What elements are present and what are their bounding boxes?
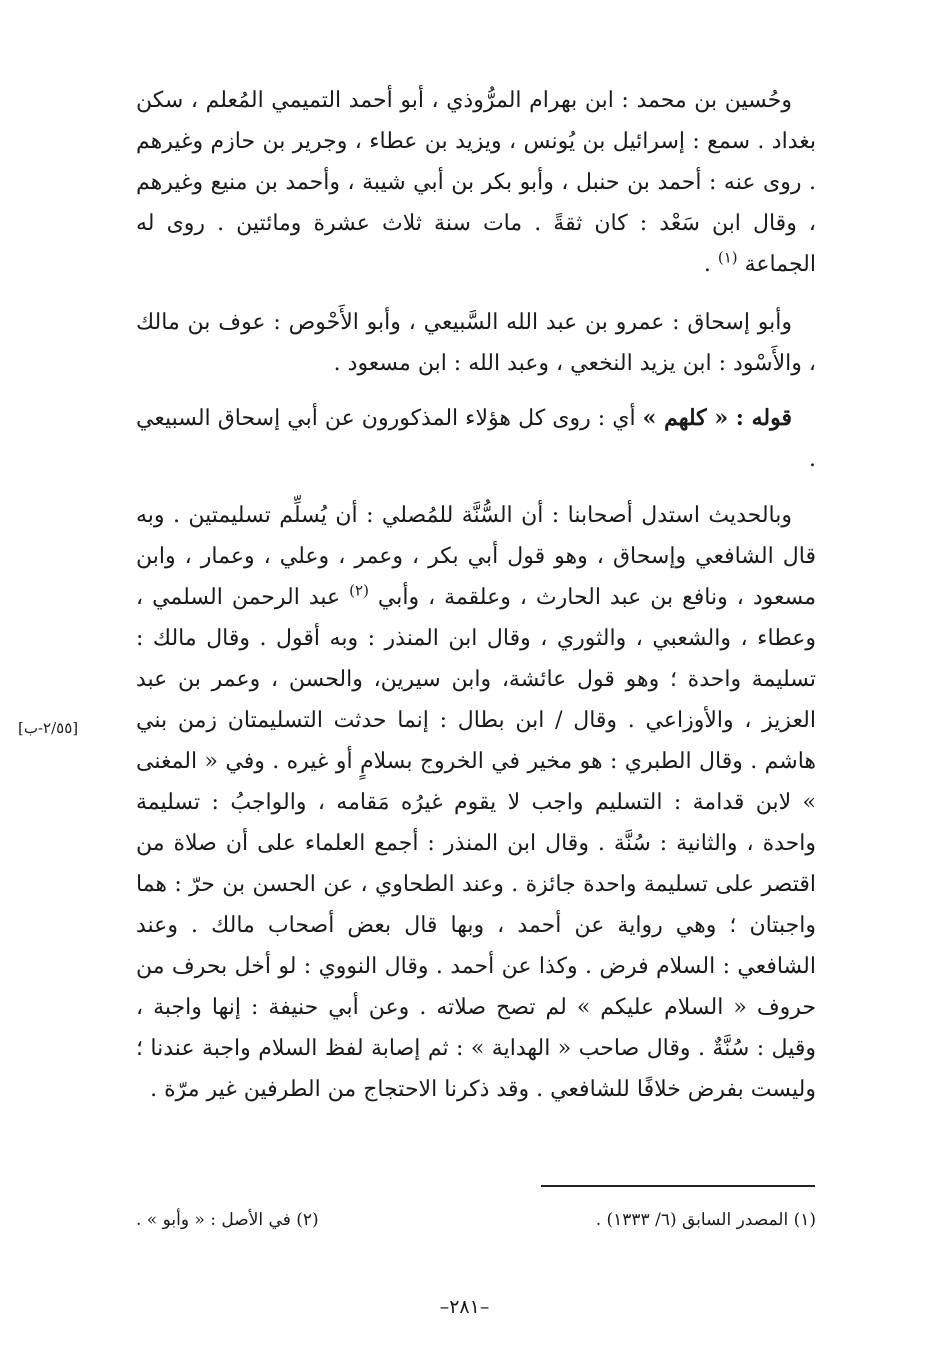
paragraph-qawluhu-kulluhum [136, 398, 816, 480]
footnote-1: (١) المصدر السابق (٦/ ١٣٣٣) . [595, 1210, 816, 1230]
paragraph-lead: قوله : « كلهم » [642, 405, 792, 431]
paragraph-abu-ishaq [136, 302, 816, 384]
footnote-2: (٢) في الأصل : « وأبو » . [136, 1210, 319, 1230]
paragraph-end: . [703, 252, 718, 277]
footnotes [136, 1207, 816, 1233]
paragraph-text: وحُسين بن محمد : ابن بهرام المرُّوذي ، أبو أحمد التميمي المُعلم ، سكن بغداد . سمع : إسرائيل بن يُونس ، ويزيد بن عطاء ، وجرير بن حازم وغيرهم . روى عنه : أحمد بن حنبل ، وأبو بكر بن أبي شيبة ، وأحمد بن منيع وغيرهم ، وقال ابن سَعْد : كان ثقةً . مات سنة ثلاث عشرة ومائتين . روى له الجماعة [136, 88, 816, 277]
page-number: –٢٨١– [439, 1296, 490, 1318]
footnote-separator [541, 1185, 815, 1187]
paragraph-text-part2: عبد الرحمن السلمي ، وعطاء ، والشعبي ، والثوري ، وقال ابن المنذر : وبه أقول . وقال مالك : تسليمة واحدة ؛ وهو قول عائشة، وابن سيرين، والحسن ، وعمر بن عبد العزيز ، والأوزاعي . وقال / ابن بطال : إنما حدثت التسليمتان زمن بني هاشم . وقال الطبري : هو مخير في الخروج بسلامٍ أو غيره . وفي « المغنى » لابن قدامة : التسليم واجب لا يقوم غيرُه مَقامه ، والواجبُ : تسليمة واحدة ، والثانية : سُنَّة . وقال ابن المنذر : أجمع العلماء على أن صلاة من اقتصر على تسليمة واحدة جائزة . وعند الطحاوي ، عن الحسن بن حرّ : هما واجبتان ؛ وهي رواية عن أحمد ، وبها قال بعض أصحاب مالك . وعند الشافعي : السلام فرض . وكذا عن أحمد . وقال النووي : لو أخل بحرف من حروف « السلام عليكم » لم تصح صلاته . وعن أبي حنيفة : إنها واجبة ، وقيل : سُنَّةٌ . وقال صاحب « الهداية » : ثم إصابة لفظ السلام واجبة عندنا ؛ وليست بفرض خلافًا للشافعي . وقد ذكرنا الاحتجاج من الطرفين غير مرّة . [136, 585, 816, 1102]
paragraph-text: وأبو إسحاق : عمرو بن عبد الله السَّبيعي ، وأبو الأَحْوص : عوف بن مالك ، والأَسْود : ابن يزيد النخعي ، وعبد الله : ابن مسعود . [136, 310, 816, 376]
paragraph-husain-ibn-muhammad [136, 80, 816, 285]
footnote-ref-1: (١) [717, 248, 738, 267]
paragraph-text: أي : روى كل هؤلاء المذكورون عن أبي إسحاق السبيعي . [136, 406, 816, 472]
paragraph-text-part1: وبالحديث استدل أصحابنا : أن السُّنَّة للمُصلي : أن يُسلِّم تسليمتين . وبه قال الشافعي وإسحاق ، وهو قول أبي بكر ، وعمر ، وعلي ، وعمار ، وابن مسعود ، ونافع بن عبد الحارث ، وعلقمة ، وأبي [136, 503, 816, 610]
book-page [0, 70, 929, 1365]
footnote-ref-2: (٢) [349, 581, 369, 600]
manuscript-folio-marker: [٢/٥٥-ب] [18, 719, 79, 737]
paragraph-taslim-discussion [136, 495, 816, 1110]
